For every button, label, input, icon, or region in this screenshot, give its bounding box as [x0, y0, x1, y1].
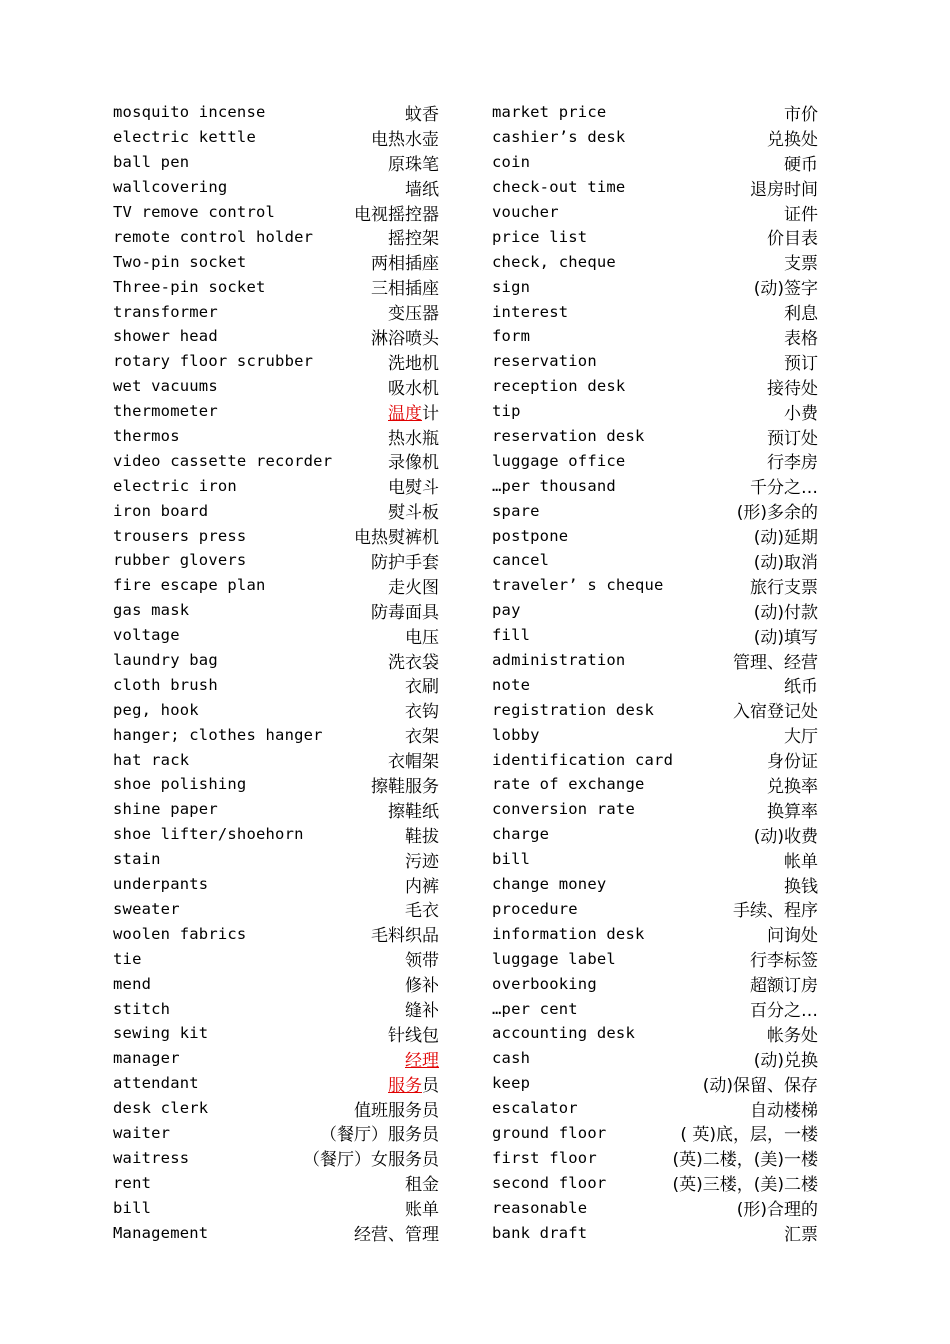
- english-term: bill: [492, 850, 531, 869]
- english-term: check-out time: [492, 178, 626, 197]
- english-term: manager: [113, 1049, 180, 1068]
- chinese-translation: 证件: [784, 204, 818, 225]
- vocabulary-entry: [113, 125, 439, 150]
- english-term: ground floor: [492, 1123, 607, 1142]
- vocabulary-entry: [113, 1046, 439, 1071]
- chinese-translation: 热水瓶: [388, 428, 439, 449]
- english-term: reception desk: [492, 377, 626, 396]
- chinese-translation: (动)取消: [753, 552, 818, 573]
- vocabulary-entry: [492, 249, 818, 274]
- english-term: postpone: [492, 526, 569, 545]
- chinese-translation: 墙纸: [405, 179, 439, 200]
- vocabulary-entry: [492, 224, 818, 249]
- chinese-translation: 衣刷: [405, 677, 439, 698]
- english-term: pay: [492, 601, 521, 620]
- chinese-translation: 缝补: [405, 1001, 439, 1022]
- chinese-translation: 摇控架: [388, 229, 439, 250]
- vocabulary-entry: [492, 822, 818, 847]
- english-term: market price: [492, 103, 607, 122]
- vocabulary-entry: [492, 996, 818, 1021]
- highlighted-text: 经理: [405, 1050, 439, 1071]
- chinese-translation: (动)填写: [753, 627, 818, 648]
- vocabulary-entry: [113, 648, 439, 673]
- chinese-translation: (动)付款: [753, 602, 818, 623]
- vocabulary-entry: [113, 498, 439, 523]
- english-term: hanger; clothes hanger: [113, 725, 323, 744]
- english-term: wallcovering: [113, 178, 228, 197]
- chinese-translation: 问询处: [767, 926, 818, 947]
- vocabulary-entry: [492, 1195, 818, 1220]
- english-term: underpants: [113, 875, 209, 894]
- chinese-translation: (英)二楼，(美)一楼: [672, 1150, 818, 1171]
- chinese-translation: 自动楼梯: [750, 1100, 818, 1121]
- english-term: keep: [492, 1074, 531, 1093]
- vocabulary-entry: [492, 1145, 818, 1170]
- chinese-translation: 电热熨裤机: [354, 528, 439, 549]
- chinese-translation: 擦鞋服务: [371, 777, 439, 797]
- vocabulary-entry: [492, 200, 818, 225]
- vocabulary-entry: [113, 224, 439, 249]
- english-term: check, cheque: [492, 252, 616, 271]
- english-term: desk clerk: [113, 1099, 209, 1118]
- vocabulary-column-left: [113, 100, 439, 1245]
- vocabulary-entry: [492, 971, 818, 996]
- english-term: identification card: [492, 750, 674, 769]
- vocabulary-entry: [492, 1046, 818, 1071]
- chinese-translation: 身份证: [767, 752, 818, 773]
- chinese-translation: 洗地机: [388, 353, 439, 374]
- vocabulary-entry: [113, 1021, 439, 1046]
- english-term: reasonable: [492, 1198, 588, 1217]
- english-term: charge: [492, 825, 550, 844]
- chinese-translation: （餐厅）服务员: [320, 1125, 439, 1146]
- chinese-translation: 内裤: [405, 876, 439, 897]
- english-term: interest: [492, 302, 569, 321]
- vocabulary-entry: [113, 946, 439, 971]
- vocabulary-entry: [492, 772, 818, 797]
- english-term: tip: [492, 402, 521, 421]
- english-term: rubber glovers: [113, 551, 247, 570]
- vocabulary-entry: [492, 648, 818, 673]
- english-term: ball pen: [113, 153, 190, 172]
- vocabulary-entry: [492, 1121, 818, 1146]
- english-term: mend: [113, 974, 152, 993]
- chinese-translation: 帐单: [784, 851, 818, 872]
- english-term: trousers press: [113, 526, 247, 545]
- english-term: fill: [492, 626, 531, 645]
- english-term: stain: [113, 850, 161, 869]
- chinese-translation: (动)签字: [753, 279, 818, 300]
- vocabulary-entry: [113, 1096, 439, 1121]
- english-term: bill: [113, 1198, 152, 1217]
- vocabulary-entry: [113, 772, 439, 797]
- chinese-translation: (动)保留、保存: [702, 1075, 818, 1096]
- english-term: sign: [492, 277, 531, 296]
- vocabulary-entry: [492, 1071, 818, 1096]
- chinese-translation: [388, 1071, 439, 1096]
- chinese-translation: 值班服务员: [354, 1100, 439, 1121]
- english-term: price list: [492, 227, 588, 246]
- english-term: registration desk: [492, 700, 655, 719]
- english-term: shoe polishing: [113, 775, 247, 794]
- vocabulary-entry: [113, 1071, 439, 1096]
- chinese-translation: (英)三楼，(美)二楼: [672, 1175, 818, 1196]
- vocabulary-entry: [113, 200, 439, 225]
- english-term: overbooking: [492, 974, 597, 993]
- translation-rest: 计: [422, 403, 439, 424]
- english-term: information desk: [492, 924, 645, 943]
- english-term: second floor: [492, 1173, 607, 1192]
- chinese-translation: 行李房: [767, 453, 818, 474]
- english-term: shine paper: [113, 800, 218, 819]
- english-term: luggage office: [492, 451, 626, 470]
- chinese-translation: 毛衣: [405, 901, 439, 922]
- vocabulary-entry: [492, 623, 818, 648]
- vocabulary-entry: [492, 548, 818, 573]
- chinese-translation: 租金: [405, 1175, 439, 1196]
- vocabulary-entry: [113, 921, 439, 946]
- chinese-translation: 针线包: [388, 1025, 439, 1046]
- vocabulary-entry: [113, 1220, 439, 1245]
- vocabulary-entry: [113, 822, 439, 847]
- vocabulary-entry: [492, 747, 818, 772]
- vocabulary-entry: [492, 946, 818, 971]
- english-term: administration: [492, 651, 626, 670]
- vocabulary-entry: [492, 424, 818, 449]
- english-term: traveler’ s cheque: [492, 576, 664, 595]
- chinese-translation: 利息: [784, 304, 818, 325]
- english-term: woolen fabrics: [113, 924, 247, 943]
- chinese-translation: 修补: [405, 976, 439, 997]
- english-term: gas mask: [113, 601, 190, 620]
- chinese-translation: 熨斗板: [388, 503, 439, 524]
- english-term: mosquito incense: [113, 103, 266, 122]
- vocabulary-entry: [113, 1145, 439, 1170]
- vocabulary-entry: [492, 1096, 818, 1121]
- chinese-translation: 旅行支票: [750, 577, 818, 598]
- chinese-translation: 表格: [784, 328, 818, 349]
- english-term: luggage label: [492, 949, 616, 968]
- vocabulary-entry: [492, 797, 818, 822]
- english-term: Three-pin socket: [113, 277, 266, 296]
- chinese-translation: [388, 399, 439, 424]
- english-term: form: [492, 327, 531, 346]
- chinese-translation: 兑换处: [767, 129, 818, 150]
- vocabulary-entry: [492, 573, 818, 598]
- vocabulary-entry: [492, 897, 818, 922]
- vocabulary-entry: [113, 424, 439, 449]
- english-term: bank draft: [492, 1223, 588, 1242]
- vocabulary-entry: [113, 971, 439, 996]
- chinese-translation: 衣架: [405, 727, 439, 748]
- vocabulary-entry: [492, 299, 818, 324]
- english-term: stitch: [113, 999, 171, 1018]
- chinese-translation: [405, 1046, 439, 1071]
- chinese-translation: (形)多余的: [736, 503, 818, 524]
- vocabulary-entry: [113, 548, 439, 573]
- english-term: iron board: [113, 501, 209, 520]
- chinese-translation: 衣帽架: [388, 752, 439, 773]
- chinese-translation: 污迹: [405, 851, 439, 872]
- vocabulary-entry: [113, 573, 439, 598]
- english-term: thermometer: [113, 402, 218, 421]
- english-term: cashier’s desk: [492, 128, 626, 147]
- english-term: accounting desk: [492, 1024, 635, 1043]
- english-term: rate of exchange: [492, 775, 645, 794]
- chinese-translation: 行李标签: [750, 951, 818, 972]
- chinese-translation: 领带: [405, 951, 439, 972]
- chinese-translation: 电压: [405, 627, 439, 648]
- vocabulary-entry: [492, 722, 818, 747]
- english-term: conversion rate: [492, 800, 635, 819]
- vocabulary-entry: [113, 1121, 439, 1146]
- vocabulary-entry: [113, 623, 439, 648]
- chinese-translation: 入宿登记处: [733, 702, 818, 723]
- vocabulary-entry: [113, 598, 439, 623]
- vocabulary-entry: [492, 100, 818, 125]
- english-term: Management: [113, 1223, 209, 1242]
- chinese-translation: 百分之…: [750, 1001, 818, 1022]
- english-term: procedure: [492, 899, 578, 918]
- chinese-translation: (动)兑换: [753, 1050, 818, 1071]
- english-term: hat rack: [113, 750, 190, 769]
- chinese-translation: 管理、经营: [733, 652, 818, 673]
- vocabulary-entry: [113, 897, 439, 922]
- english-term: change money: [492, 875, 607, 894]
- vocabulary-entry: [113, 473, 439, 498]
- english-term: fire escape plan: [113, 576, 266, 595]
- english-term: laundry bag: [113, 651, 218, 670]
- chinese-translation: 蚊香: [405, 104, 439, 125]
- english-term: electric iron: [113, 476, 237, 495]
- vocabulary-entry: [492, 175, 818, 200]
- chinese-translation: 兑换率: [767, 777, 818, 797]
- vocabulary-entry: [492, 1021, 818, 1046]
- vocabulary-entry: [113, 672, 439, 697]
- vocabulary-entry: [492, 1220, 818, 1245]
- vocabulary-entry: [492, 523, 818, 548]
- chinese-translation: 预订: [784, 353, 818, 374]
- vocabulary-entry: [492, 473, 818, 498]
- chinese-translation: 录像机: [388, 453, 439, 474]
- english-term: peg, hook: [113, 700, 199, 719]
- chinese-translation: 大厅: [784, 727, 818, 748]
- chinese-translation: (动)延期: [753, 528, 818, 549]
- vocabulary-entry: [492, 872, 818, 897]
- chinese-translation: 擦鞋纸: [388, 801, 439, 822]
- chinese-translation: 走火图: [388, 577, 439, 598]
- vocabulary-entry: [113, 697, 439, 722]
- english-term: thermos: [113, 427, 180, 446]
- vocabulary-entry: [113, 274, 439, 299]
- english-term: Two-pin socket: [113, 252, 247, 271]
- chinese-translation: 吸水机: [388, 378, 439, 399]
- chinese-translation: 三相插座: [371, 279, 439, 300]
- vocabulary-entry: [113, 1170, 439, 1195]
- chinese-translation: 原珠笔: [388, 154, 439, 175]
- vocabulary-entry: [113, 747, 439, 772]
- chinese-translation: 价目表: [767, 229, 818, 250]
- vocabulary-column-right: [492, 100, 818, 1245]
- vocabulary-entry: [113, 374, 439, 399]
- vocabulary-entry: [113, 100, 439, 125]
- chinese-translation: ( 英)底，层，一楼: [680, 1125, 818, 1146]
- english-term: waitress: [113, 1148, 190, 1167]
- english-term: sweater: [113, 899, 180, 918]
- chinese-translation: 换算率: [767, 801, 818, 822]
- english-term: rotary floor scrubber: [113, 352, 314, 371]
- chinese-translation: 账单: [405, 1200, 439, 1221]
- english-term: shoe lifter/shoehorn: [113, 825, 304, 844]
- chinese-translation: 支票: [784, 254, 818, 275]
- chinese-translation: 汇票: [784, 1225, 818, 1246]
- vocabulary-entry: [492, 672, 818, 697]
- chinese-translation: 洗衣袋: [388, 652, 439, 673]
- vocabulary-entry: [113, 399, 439, 424]
- chinese-translation: 两相插座: [371, 254, 439, 275]
- english-term: tie: [113, 949, 142, 968]
- chinese-translation: 千分之…: [750, 478, 818, 499]
- chinese-translation: 防护手套: [371, 552, 439, 573]
- english-term: electric kettle: [113, 128, 256, 147]
- highlighted-text: 温度: [388, 403, 422, 424]
- chinese-translation: 硬币: [784, 154, 818, 175]
- vocabulary-entry: [113, 324, 439, 349]
- vocabulary-entry: [492, 150, 818, 175]
- english-term: reservation: [492, 352, 597, 371]
- vocabulary-entry: [492, 324, 818, 349]
- vocabulary-entry: [492, 697, 818, 722]
- vocabulary-entry: [492, 448, 818, 473]
- english-term: …per thousand: [492, 476, 616, 495]
- english-term: wet vacuums: [113, 377, 218, 396]
- chinese-translation: 鞋拔: [405, 826, 439, 847]
- english-term: voltage: [113, 626, 180, 645]
- english-term: remote control holder: [113, 227, 314, 246]
- vocabulary-entry: [492, 1170, 818, 1195]
- english-term: voucher: [492, 203, 559, 221]
- english-term: …per cent: [492, 999, 578, 1018]
- vocabulary-entry: [113, 150, 439, 175]
- english-term: TV remove control: [113, 203, 276, 221]
- chinese-translation: 手续、程序: [733, 901, 818, 922]
- chinese-translation: 小费: [784, 403, 818, 424]
- vocabulary-entry: [492, 374, 818, 399]
- vocabulary-entry: [113, 523, 439, 548]
- chinese-translation: 接待处: [767, 378, 818, 399]
- vocabulary-entry: [113, 349, 439, 374]
- vocabulary-entry: [113, 847, 439, 872]
- english-term: shower head: [113, 327, 218, 346]
- vocabulary-entry: [113, 175, 439, 200]
- chinese-translation: 电热水壶: [371, 129, 439, 150]
- english-term: spare: [492, 501, 540, 520]
- english-term: lobby: [492, 725, 540, 744]
- chinese-translation: 帐务处: [767, 1025, 818, 1046]
- vocabulary-entry: [492, 274, 818, 299]
- vocabulary-entry: [113, 722, 439, 747]
- chinese-translation: 经营、管理: [354, 1225, 439, 1246]
- vocabulary-entry: [492, 498, 818, 523]
- english-term: attendant: [113, 1074, 199, 1093]
- chinese-translation: 防毒面具: [371, 602, 439, 623]
- chinese-translation: 退房时间: [750, 179, 818, 200]
- chinese-translation: 纸币: [784, 677, 818, 698]
- translation-rest: 员: [422, 1075, 439, 1096]
- vocabulary-entry: [492, 921, 818, 946]
- vocabulary-entry: [492, 349, 818, 374]
- highlighted-text: 服务: [388, 1075, 422, 1096]
- english-term: first floor: [492, 1148, 597, 1167]
- chinese-translation: 电视摇控器: [354, 204, 439, 225]
- vocabulary-entry: [113, 448, 439, 473]
- chinese-translation: (动)收费: [753, 826, 818, 847]
- vocabulary-entry: [113, 299, 439, 324]
- vocabulary-entry: [113, 1195, 439, 1220]
- vocabulary-entry: [492, 399, 818, 424]
- vocabulary-entry: [492, 125, 818, 150]
- english-term: cancel: [492, 551, 550, 570]
- chinese-translation: 变压器: [388, 304, 439, 325]
- english-term: coin: [492, 153, 531, 172]
- chinese-translation: 电熨斗: [388, 478, 439, 499]
- english-term: reservation desk: [492, 427, 645, 446]
- vocabulary-entry: [113, 996, 439, 1021]
- vocabulary-entry: [492, 847, 818, 872]
- chinese-translation: (形)合理的: [736, 1200, 818, 1221]
- chinese-translation: （餐厅）女服务员: [303, 1150, 439, 1171]
- chinese-translation: 预订处: [767, 428, 818, 449]
- vocabulary-entry: [492, 598, 818, 623]
- chinese-translation: 毛料织品: [371, 926, 439, 947]
- vocabulary-entry: [113, 797, 439, 822]
- english-term: escalator: [492, 1099, 578, 1118]
- english-term: cloth brush: [113, 675, 218, 694]
- english-term: note: [492, 675, 531, 694]
- vocabulary-entry: [113, 872, 439, 897]
- chinese-translation: 衣钩: [405, 702, 439, 723]
- chinese-translation: 市价: [784, 104, 818, 125]
- chinese-translation: 换钱: [784, 876, 818, 897]
- chinese-translation: 淋浴喷头: [371, 328, 439, 349]
- english-term: video cassette recorder: [113, 451, 333, 470]
- chinese-translation: 超额订房: [750, 976, 818, 997]
- english-term: waiter: [113, 1123, 171, 1142]
- english-term: transformer: [113, 302, 218, 321]
- english-term: rent: [113, 1173, 152, 1192]
- vocabulary-entry: [113, 249, 439, 274]
- english-term: cash: [492, 1049, 531, 1068]
- english-term: sewing kit: [113, 1024, 209, 1043]
